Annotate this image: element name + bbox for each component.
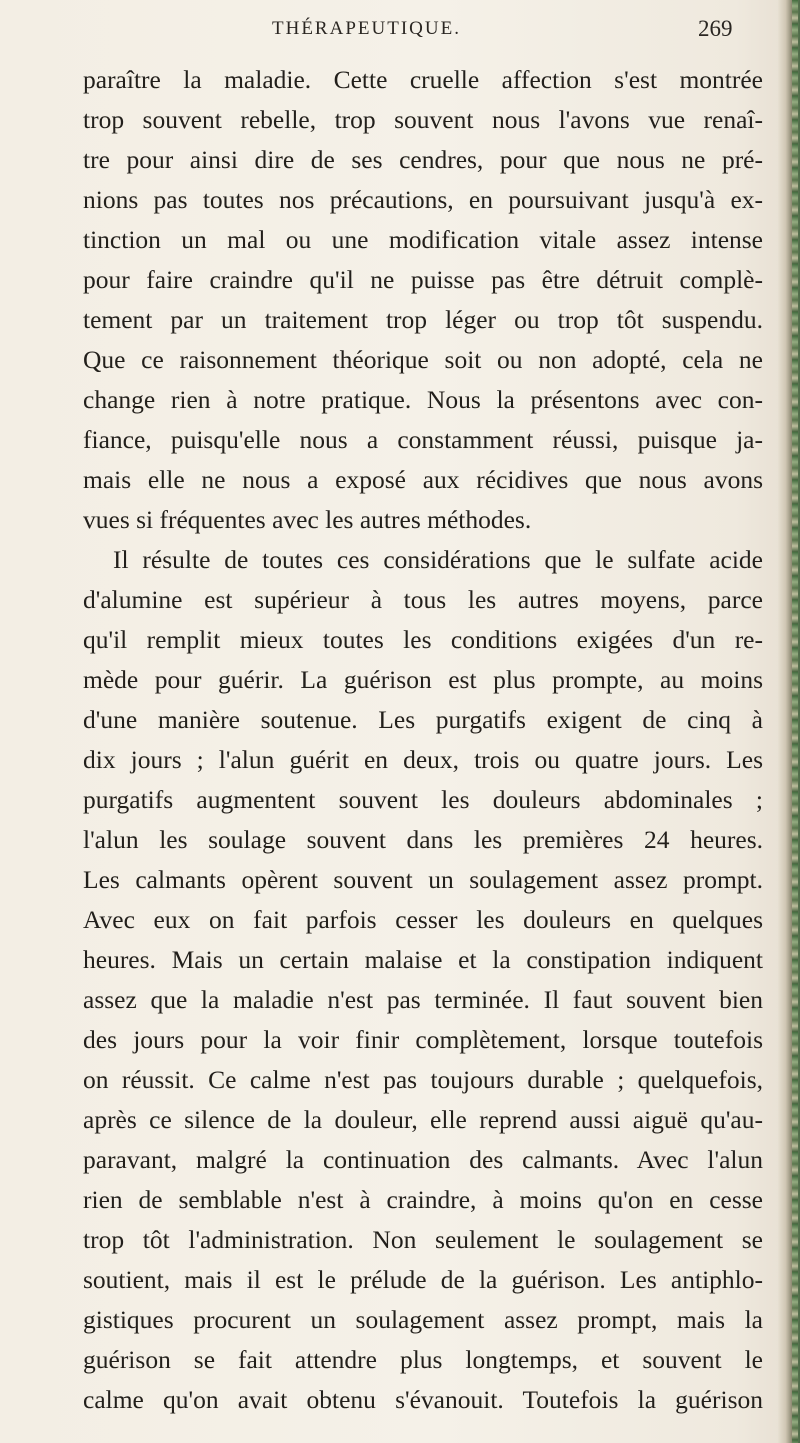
binding-strip bbox=[792, 0, 798, 1443]
text-line: d'alumine est supérieur à tous les autres moyens, parce bbox=[83, 585, 763, 614]
text-line: nions pas toutes nos précautions, en poursuivant jusqu'à ex- bbox=[83, 185, 763, 214]
text-line: vues si fréquentes avec les autres méthodes. bbox=[83, 505, 532, 534]
text-line: Avec eux on fait parfois cesser les douleurs en quelques bbox=[83, 905, 763, 934]
text-line: mais elle ne nous a exposé aux récidives que nous avons bbox=[83, 465, 763, 494]
text-line: soutient, mais il est le prélude de la guérison. Les antiphlo- bbox=[83, 1265, 763, 1294]
text-line: change rien à notre pratique. Nous la présentons avec con- bbox=[83, 385, 763, 414]
text-line: assez que la maladie n'est pas terminée. Il faut souvent bien bbox=[83, 985, 763, 1014]
text-line: paravant, malgré la continuation des calmants. Avec l'alun bbox=[83, 1145, 763, 1174]
text-line: des jours pour la voir finir complètement, lorsque toutefois bbox=[83, 1025, 763, 1054]
text-line: fiance, puisqu'elle nous a constamment réussi, puisque ja- bbox=[83, 425, 763, 454]
text-line: pour faire craindre qu'il ne puisse pas être détruit complè- bbox=[83, 265, 763, 294]
text-line: tement par un traitement trop léger ou trop tôt suspendu. bbox=[83, 305, 763, 334]
text-line: paraître la maladie. Cette cruelle affection s'est montrée bbox=[83, 65, 763, 94]
text-line: tre pour ainsi dire de ses cendres, pour que nous ne pré- bbox=[83, 145, 763, 174]
text-line: rien de semblable n'est à craindre, à moins qu'on en cesse bbox=[83, 1185, 763, 1214]
text-line: après ce silence de la douleur, elle reprend aussi aiguë qu'au- bbox=[83, 1105, 763, 1134]
text-line: tinction un mal ou une modification vitale assez intense bbox=[83, 225, 763, 254]
text-line: on réussit. Ce calme n'est pas toujours durable ; quelquefois, bbox=[83, 1065, 763, 1094]
text-line: purgatifs augmentent souvent les douleurs abdominales ; bbox=[83, 785, 763, 814]
text-line: l'alun les soulage souvent dans les premières 24 heures. bbox=[83, 825, 763, 854]
text-line: dix jours ; l'alun guérit en deux, trois ou quatre jours. Les bbox=[83, 745, 763, 774]
text-line: gistiques procurent un soulagement assez prompt, mais la bbox=[83, 1305, 763, 1334]
text-line: mède pour guérir. La guérison est plus prompte, au moins bbox=[83, 665, 763, 694]
text-line: Les calmants opèrent souvent un soulagement assez prompt. bbox=[83, 865, 763, 894]
text-line: Que ce raisonnement théorique soit ou non adopté, cela ne bbox=[83, 345, 763, 374]
text-line: guérison se fait attendre plus longtemps, et souvent le bbox=[83, 1345, 763, 1374]
text-line: trop souvent rebelle, trop souvent nous l'avons vue renaî- bbox=[83, 105, 763, 134]
text-line: heures. Mais un certain malaise et la constipation indiquent bbox=[83, 945, 763, 974]
text-line: qu'il remplit mieux toutes les conditions exigées d'un re- bbox=[83, 625, 763, 654]
running-title: THÉRAPEUTIQUE. bbox=[272, 18, 461, 39]
text-line: calme qu'on avait obtenu s'évanouit. Toutefois la guérison bbox=[83, 1385, 763, 1414]
page-number: 269 bbox=[698, 16, 733, 41]
text-line: trop tôt l'administration. Non seulement le soulagement se bbox=[83, 1225, 763, 1254]
text-line: d'une manière soutenue. Les purgatifs exigent de cinq à bbox=[83, 705, 763, 734]
paragraph-start-line: Il résulte de toutes ces considérations que le sulfate acide bbox=[113, 545, 763, 574]
page-header bbox=[0, 18, 800, 48]
